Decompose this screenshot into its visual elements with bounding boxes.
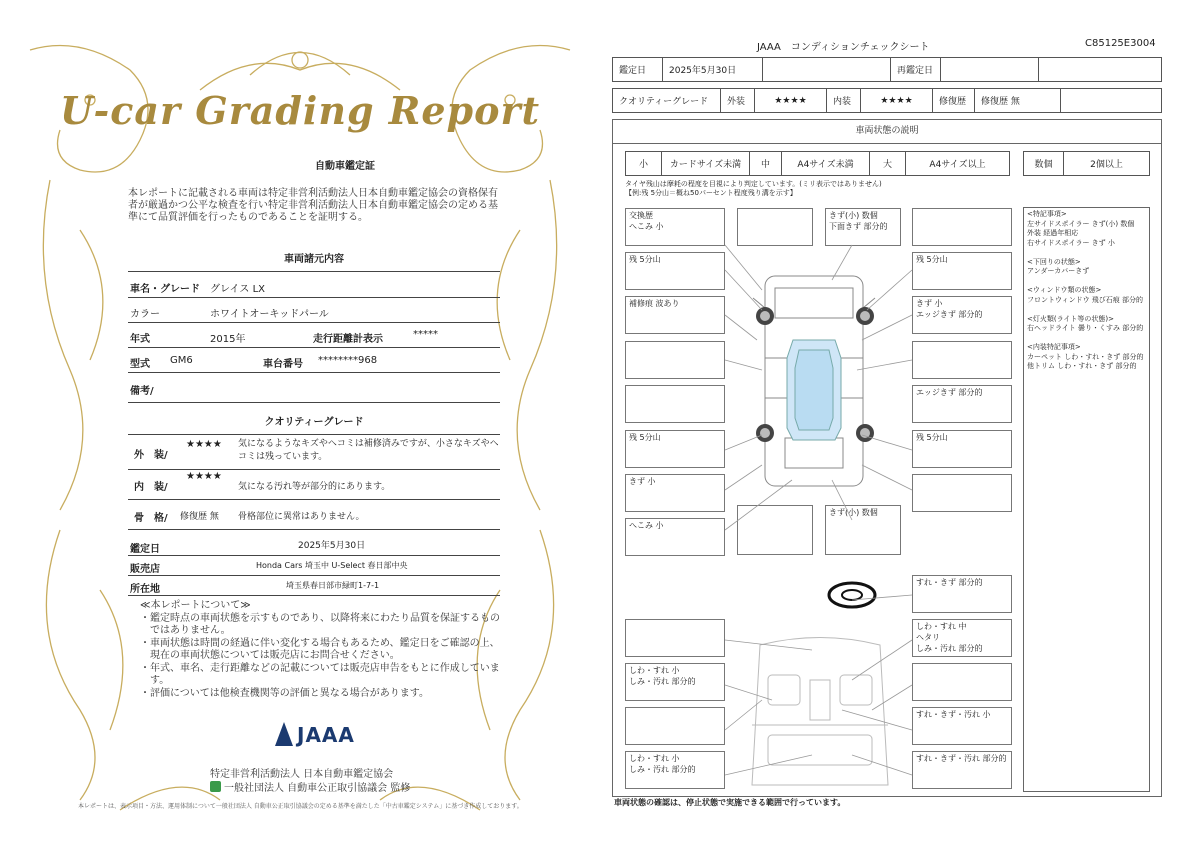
color-label: カラー [130,309,160,320]
jaaa-logo: JAAA [275,722,355,747]
note-item: ・鑑定時点の車両状態を示すものであり、以降将来にわたり品質を保証するものではありません。 [140,612,500,636]
tire-note-line2: 【例:残 5分山＝概ね50パーセント程度残り溝を示す】 [625,189,797,197]
certificate-subtitle: 自動車鑑定証 [315,161,375,172]
spec-section-title: 車両諸元内容 [128,250,500,272]
notes-block [140,600,500,700]
size-mid-value: A4サイズ未満 [782,152,870,176]
repair-label: 修復歴 [933,89,975,113]
dealer-value: Honda Cars 埼玉中 U-Select 春日部中央 [256,561,408,570]
condition-box-right-fender: きず 小 エッジきず 部分的 [912,296,1012,334]
size-small-label: 小 [626,152,662,176]
tire-note-line1: タイヤ残山は摩耗の程度を目視により判定しています。(ミリ表示ではありません) [625,180,882,188]
dealer-label: 販売店 [130,564,160,575]
spec-row-model [128,348,500,373]
org-block [210,768,410,795]
size-mid-label: 中 [750,152,782,176]
size-large-value: A4サイズ以上 [906,152,1010,176]
condition-box-tire-rr: 残 5分山 [912,430,1012,468]
mileage-value: ***** [413,329,438,340]
address-row [128,576,500,596]
condition-box-right-door: エッジきず 部分的 [912,385,1012,423]
chassis-label: 車台番号 [263,359,303,370]
exterior-stars: ★★★★ [186,439,222,450]
org-supervisor: 一般社団法人 自動車公正取引協議会 監修 [210,781,410,795]
bottom-note: 車両状態の確認は、停止状態で実施できる範囲で行っています。 [614,798,846,807]
quality-row-interior [128,470,500,500]
int-label: 内装 [827,89,861,113]
chassis-value: ********968 [318,355,378,366]
date-value: 2025年5月30日 [663,58,763,82]
condition-box-tire-fl: 残 5分山 [625,252,725,290]
notes-title: ≪本レポートについて≫ [140,600,251,611]
date-label: 鑑定日 [130,544,160,555]
report-title: U-car Grading Report [59,88,541,133]
year-label: 年式 [130,334,150,345]
qg-label: クオリティーグレード [613,89,721,113]
note-item: ・車両状態は時間の経過に伴い変化する場合もあるため、鑑定日をご確認の上、現在の車両状態については販売店にお問合せください。 [140,637,500,661]
interior-stars: ★★★★ [186,471,222,482]
intro-paragraph: 本レポートに記載される車両は特定非営利活動法人日本自動車鑑定協会の資格保有者が厳過かつ公平な検査を行い特定非営利活動法人日本自動車鑑定協会の定める基準にて品質評価を行ったものであることを証明する。 [128,188,498,223]
remarks-label: 備考/ [130,386,154,397]
count-value: 2個以上 [1064,152,1150,176]
address-value: 埼玉県春日部市緑町1-7-1 [286,581,380,590]
interior-label: 内 装/ [134,482,168,493]
org-name: 特定非営利活動法人 日本自動車鑑定協会 [210,769,394,780]
spec-row-name [128,272,500,298]
footer-note: 本レポートは、表示項目・方法、運用体制について一般社団法人 自動車公正取引協議会の定める基準を満たした「中古車鑑定システム」に基づき作成しております。 [78,803,523,810]
sheet-code: C85125E3004 [1085,38,1156,49]
tire-note [625,180,882,198]
ext-label: 外装 [721,89,755,113]
exterior-label: 外 装/ [134,450,168,461]
grade-table [612,88,1162,113]
interior-box-rear: すれ・きず・汚れ 部分的 [912,751,1012,789]
model-value: GM6 [170,355,193,366]
frame-label: 骨 格/ [134,513,168,524]
date-table [612,57,1162,82]
interior-box-rear-seat: しわ・すれ 小 しみ・汚れ 部分的 [625,751,725,789]
interior-box-console: すれ・きず・汚れ 小 [912,707,1012,745]
condition-box-rear: きず(小) 数個 [825,505,901,555]
condition-box-rear-left: きず 小 [625,474,725,512]
color-value: ホワイトオーキッドパール [210,309,329,320]
condition-box-front: きず(小) 数個 下面きず 部分的 [825,208,901,246]
mileage-label: 走行距離計表示 [313,334,383,345]
int-stars: ★★★★ [861,89,933,113]
year-value: 2015年 [210,334,246,345]
size-large-label: 大 [870,152,906,176]
spec-row-year [128,323,500,348]
interior-box-passenger-seat: しわ・すれ 小 しみ・汚れ 部分的 [625,663,725,701]
quality-row-frame [128,500,500,530]
interior-text: 気になる汚れ等が部分的にあります。 [238,482,391,492]
interior-box-steering: すれ・きず 部分的 [912,575,1012,613]
date-label: 鑑定日 [613,58,663,82]
council-mark-icon [210,781,221,792]
repair-value: 修復歴 無 [975,89,1061,113]
sheet-title: JAAA コンディションチェックシート [757,42,930,53]
date-value: 2025年5月30日 [298,541,366,551]
spec-row-remarks [128,373,500,403]
count-legend-table [1023,151,1150,176]
redate-label: 再鑑定日 [891,58,941,82]
section-title: 車両状態の説明 [612,119,1162,144]
dealer-row [128,556,500,576]
condition-box-front-left: 交換歴 へこみ 小 [625,208,725,246]
frame-value: 修復歴 無 [180,512,219,522]
date-row [128,536,500,556]
note-item: ・評価については他検査機関等の評価と異なる場合があります。 [140,687,429,699]
name-label: 車名・グレード [130,284,200,295]
size-small-value: カードサイズ未満 [662,152,750,176]
condition-box-left-fender: 補修痕 波あり [625,296,725,334]
ext-stars: ★★★★ [755,89,827,113]
exterior-text: 気になるようなキズやヘコミは補修済みですが、小さなキズやヘコミは残っています。 [238,439,499,462]
interior-box-driver-seat: しわ・すれ 中 ヘタリ しみ・汚れ 部分的 [912,619,1012,657]
condition-box-rear-left-2: へこみ 小 [625,518,725,556]
spec-row-color [128,298,500,323]
address-label: 所在地 [130,584,160,595]
quality-section-title: クオリティーグレード [128,413,500,435]
condition-box-tire-rl: 残 5分山 [625,430,725,468]
count-label: 数個 [1024,152,1064,176]
condition-box-tire-fr: 残 5分山 [912,252,1012,290]
special-notes-box: <特記事項> 左サイドスポイラー きず(小) 数個 外装 経過年相応 右サイドスポイラー きず 小 <下回りの状態> アンダーカバーきず <ウィンドウ類の状態> フロントウィンドウ 飛び石痕 部分的 <灯火類(ライト等の状態)> 右ヘッドライト 曇り・くすみ 部分的 <内装特記事項> カーペット しわ・すれ・きず 部分的 他トリム しわ・すれ・きず 部分的 [1023,207,1150,792]
quality-row-exterior [128,433,500,470]
note-item: ・年式、車名、走行距離などの記載については販売店申告をもとに作成しています。 [140,662,500,686]
frame-text: 骨格部位に異常はありません。 [238,512,365,522]
name-value: グレイス LX [210,284,266,295]
size-legend-table [625,151,1010,176]
model-label: 型式 [130,359,150,370]
